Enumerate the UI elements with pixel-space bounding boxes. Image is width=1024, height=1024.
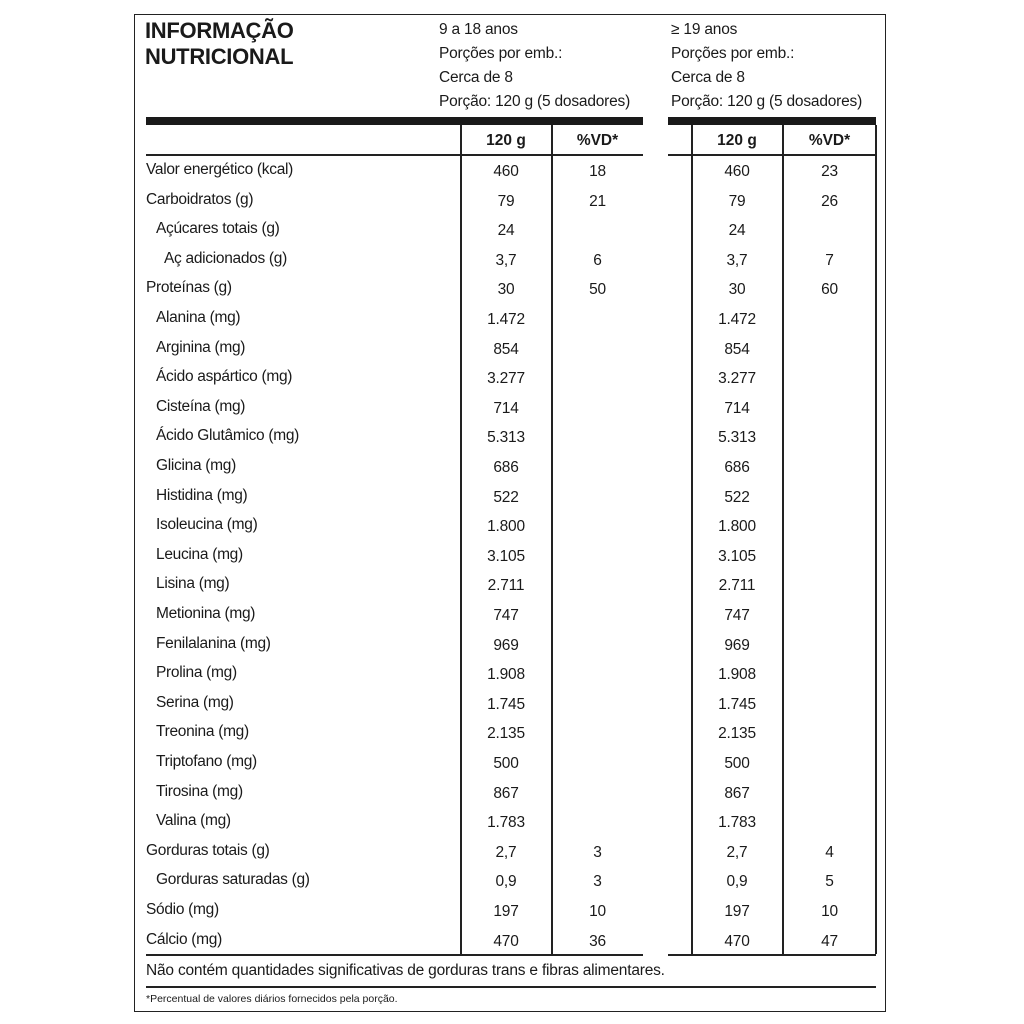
table-rule bbox=[668, 154, 876, 156]
cell-g1-amount: 30 bbox=[497, 281, 515, 299]
group-2-info bbox=[671, 18, 862, 114]
cell-g1-amount: 79 bbox=[497, 192, 515, 210]
row-label: Tirosina (mg) bbox=[156, 782, 243, 800]
title-line-2: NUTRICIONAL bbox=[145, 44, 294, 69]
row-label: Valor energético (kcal) bbox=[146, 161, 294, 178]
cell-g1-amount: 1.800 bbox=[487, 518, 525, 536]
cell-g1-amount: 24 bbox=[497, 222, 515, 240]
cell-g1-amount: 3,7 bbox=[495, 251, 517, 269]
column-divider bbox=[551, 125, 553, 954]
cell-g1-amount: 470 bbox=[493, 932, 519, 950]
footnote: *Percentual de valores diários fornecidos pela porção. bbox=[146, 993, 398, 1005]
cell-g2-amount: 3.277 bbox=[718, 370, 756, 388]
cell-g1-amount: 5.313 bbox=[487, 429, 525, 447]
row-label: Ácido Glutâmico (mg) bbox=[156, 427, 300, 445]
table-rule bbox=[146, 154, 643, 156]
cell-g2-vd: 26 bbox=[821, 192, 838, 210]
cell-g1-vd: 50 bbox=[589, 281, 606, 299]
cell-g2-amount: 1.472 bbox=[718, 311, 756, 328]
row-label: Fenilalanina (mg) bbox=[156, 634, 271, 652]
cell-g2-vd: 60 bbox=[821, 281, 838, 299]
cell-g2-vd: 47 bbox=[821, 932, 838, 950]
cell-g2-vd: 4 bbox=[825, 843, 834, 861]
row-label: Cisteína (mg) bbox=[156, 397, 246, 415]
group-2-portions-label: Porções por emb.: bbox=[671, 45, 795, 62]
cell-g1-amount: 500 bbox=[493, 755, 519, 772]
row-label: Prolina (mg) bbox=[156, 664, 237, 682]
cell-g1-vd: 10 bbox=[589, 903, 606, 920]
cell-g2-amount: 867 bbox=[724, 784, 750, 802]
cell-g2-amount: 0,9 bbox=[726, 873, 748, 891]
column-divider bbox=[691, 125, 693, 954]
group-2-age: ≥ 19 anos bbox=[671, 21, 738, 38]
cell-g1-amount: 3.105 bbox=[487, 547, 525, 565]
cell-g1-amount: 1.472 bbox=[487, 311, 525, 328]
column-divider bbox=[460, 125, 462, 954]
cell-g2-amount: 5.313 bbox=[718, 429, 756, 447]
group-1-portions-label: Porções por emb.: bbox=[439, 45, 563, 62]
row-label: Aç adicionados (g) bbox=[164, 249, 287, 267]
column-divider bbox=[782, 125, 784, 954]
group-1-portions-value: Cerca de 8 bbox=[439, 69, 513, 86]
row-label: Gorduras saturadas (g) bbox=[156, 871, 310, 889]
table-rule bbox=[146, 954, 643, 956]
cell-g2-amount: 969 bbox=[724, 636, 750, 654]
row-label: Cálcio (mg) bbox=[146, 930, 222, 948]
row-label: Arginina (mg) bbox=[156, 338, 246, 356]
row-label: Carboidratos (g) bbox=[146, 190, 254, 208]
row-label: Lisina (mg) bbox=[156, 575, 230, 593]
cell-g2-amount: 854 bbox=[724, 340, 750, 358]
row-label: Alanina (mg) bbox=[156, 309, 241, 326]
cell-g1-amount: 1.908 bbox=[487, 666, 525, 684]
title-line-1: INFORMAÇÃO bbox=[145, 18, 294, 43]
cell-g1-amount: 2,7 bbox=[495, 843, 517, 861]
group-2-portions-value: Cerca de 8 bbox=[671, 69, 745, 86]
cell-g1-amount: 2.711 bbox=[487, 577, 525, 595]
footer-note: Não contém quantidades significativas de gorduras trans e fibras alimentares. bbox=[146, 962, 665, 979]
cell-g2-amount: 1.800 bbox=[718, 518, 756, 536]
cell-g1-amount: 969 bbox=[493, 636, 519, 654]
group-1-thick-rule bbox=[146, 117, 643, 125]
row-label: Proteínas (g) bbox=[146, 279, 232, 297]
row-label: Ácido aspártico (mg) bbox=[156, 368, 293, 386]
cell-g1-vd: 18 bbox=[589, 163, 606, 180]
footer-rule bbox=[146, 986, 876, 988]
row-label: Metionina (mg) bbox=[156, 605, 256, 622]
cell-g1-amount: 1.745 bbox=[487, 695, 525, 713]
cell-g2-amount: 1.908 bbox=[718, 666, 756, 684]
cell-g1-amount: 867 bbox=[493, 784, 519, 802]
cell-g1-amount: 854 bbox=[493, 340, 519, 358]
cell-g1-amount: 686 bbox=[493, 459, 519, 476]
group-1-amount-header: 120 g bbox=[486, 132, 526, 149]
group-2-serving: Porção: 120 g (5 dosadores) bbox=[671, 93, 863, 110]
row-label: Isoleucina (mg) bbox=[156, 516, 258, 534]
cell-g1-amount: 460 bbox=[493, 163, 519, 180]
cell-g2-amount: 2.711 bbox=[718, 577, 756, 595]
cell-g1-amount: 3.277 bbox=[487, 370, 525, 388]
row-label: Histidina (mg) bbox=[156, 486, 248, 504]
cell-g2-amount: 500 bbox=[724, 755, 750, 772]
cell-g2-amount: 197 bbox=[724, 903, 750, 920]
nutrition-title bbox=[145, 18, 294, 70]
cell-g1-vd: 36 bbox=[589, 932, 606, 950]
row-label: Açúcares totais (g) bbox=[156, 220, 280, 238]
cell-g2-amount: 3.105 bbox=[718, 547, 756, 565]
cell-g2-amount: 2,7 bbox=[726, 843, 748, 861]
group-1-age: 9 a 18 anos bbox=[439, 21, 518, 38]
cell-g2-amount: 470 bbox=[724, 932, 750, 950]
table-rule bbox=[668, 954, 876, 956]
row-label: Gorduras totais (g) bbox=[146, 841, 270, 859]
cell-g1-vd: 6 bbox=[593, 251, 602, 269]
cell-g1-amount: 714 bbox=[493, 399, 519, 417]
cell-g2-amount: 2.135 bbox=[718, 725, 756, 743]
row-label: Valina (mg) bbox=[156, 812, 231, 830]
column-divider bbox=[875, 125, 877, 954]
row-label: Serina (mg) bbox=[156, 693, 234, 711]
cell-g2-amount: 460 bbox=[724, 163, 750, 180]
group-2-thick-rule bbox=[668, 117, 876, 125]
cell-g1-amount: 747 bbox=[493, 607, 519, 624]
cell-g2-vd: 5 bbox=[825, 873, 834, 891]
cell-g1-amount: 197 bbox=[493, 903, 519, 920]
cell-g2-amount: 3,7 bbox=[726, 251, 748, 269]
cell-g2-amount: 686 bbox=[724, 459, 750, 476]
cell-g1-amount: 522 bbox=[493, 488, 519, 506]
cell-g1-vd: 3 bbox=[593, 873, 602, 891]
cell-g2-vd: 7 bbox=[825, 251, 834, 269]
cell-g1-vd: 21 bbox=[589, 192, 606, 210]
cell-g1-amount: 2.135 bbox=[487, 725, 525, 743]
cell-g2-amount: 714 bbox=[724, 399, 750, 417]
row-label: Triptofano (mg) bbox=[156, 753, 257, 770]
row-label: Leucina (mg) bbox=[156, 545, 243, 563]
group-1-serving: Porção: 120 g (5 dosadores) bbox=[439, 93, 631, 110]
group-2-vd-header: %VD* bbox=[808, 132, 851, 149]
cell-g2-amount: 30 bbox=[728, 281, 746, 299]
cell-g2-amount: 79 bbox=[728, 192, 746, 210]
row-label: Glicina (mg) bbox=[156, 457, 236, 474]
group-1-vd-header: %VD* bbox=[576, 132, 619, 149]
cell-g2-amount: 24 bbox=[728, 222, 746, 240]
cell-g2-vd: 10 bbox=[821, 903, 838, 920]
cell-g2-amount: 1.783 bbox=[718, 814, 756, 832]
cell-g2-amount: 522 bbox=[724, 488, 750, 506]
cell-g2-amount: 1.745 bbox=[718, 695, 756, 713]
group-1-info bbox=[439, 18, 630, 114]
cell-g2-vd: 23 bbox=[821, 163, 838, 180]
row-label: Sódio (mg) bbox=[146, 901, 219, 918]
cell-g1-amount: 1.783 bbox=[487, 814, 525, 832]
row-label: Treonina (mg) bbox=[156, 723, 249, 741]
cell-g1-vd: 3 bbox=[593, 843, 602, 861]
group-2-amount-header: 120 g bbox=[717, 132, 757, 149]
cell-g1-amount: 0,9 bbox=[495, 873, 517, 891]
cell-g2-amount: 747 bbox=[724, 607, 750, 624]
